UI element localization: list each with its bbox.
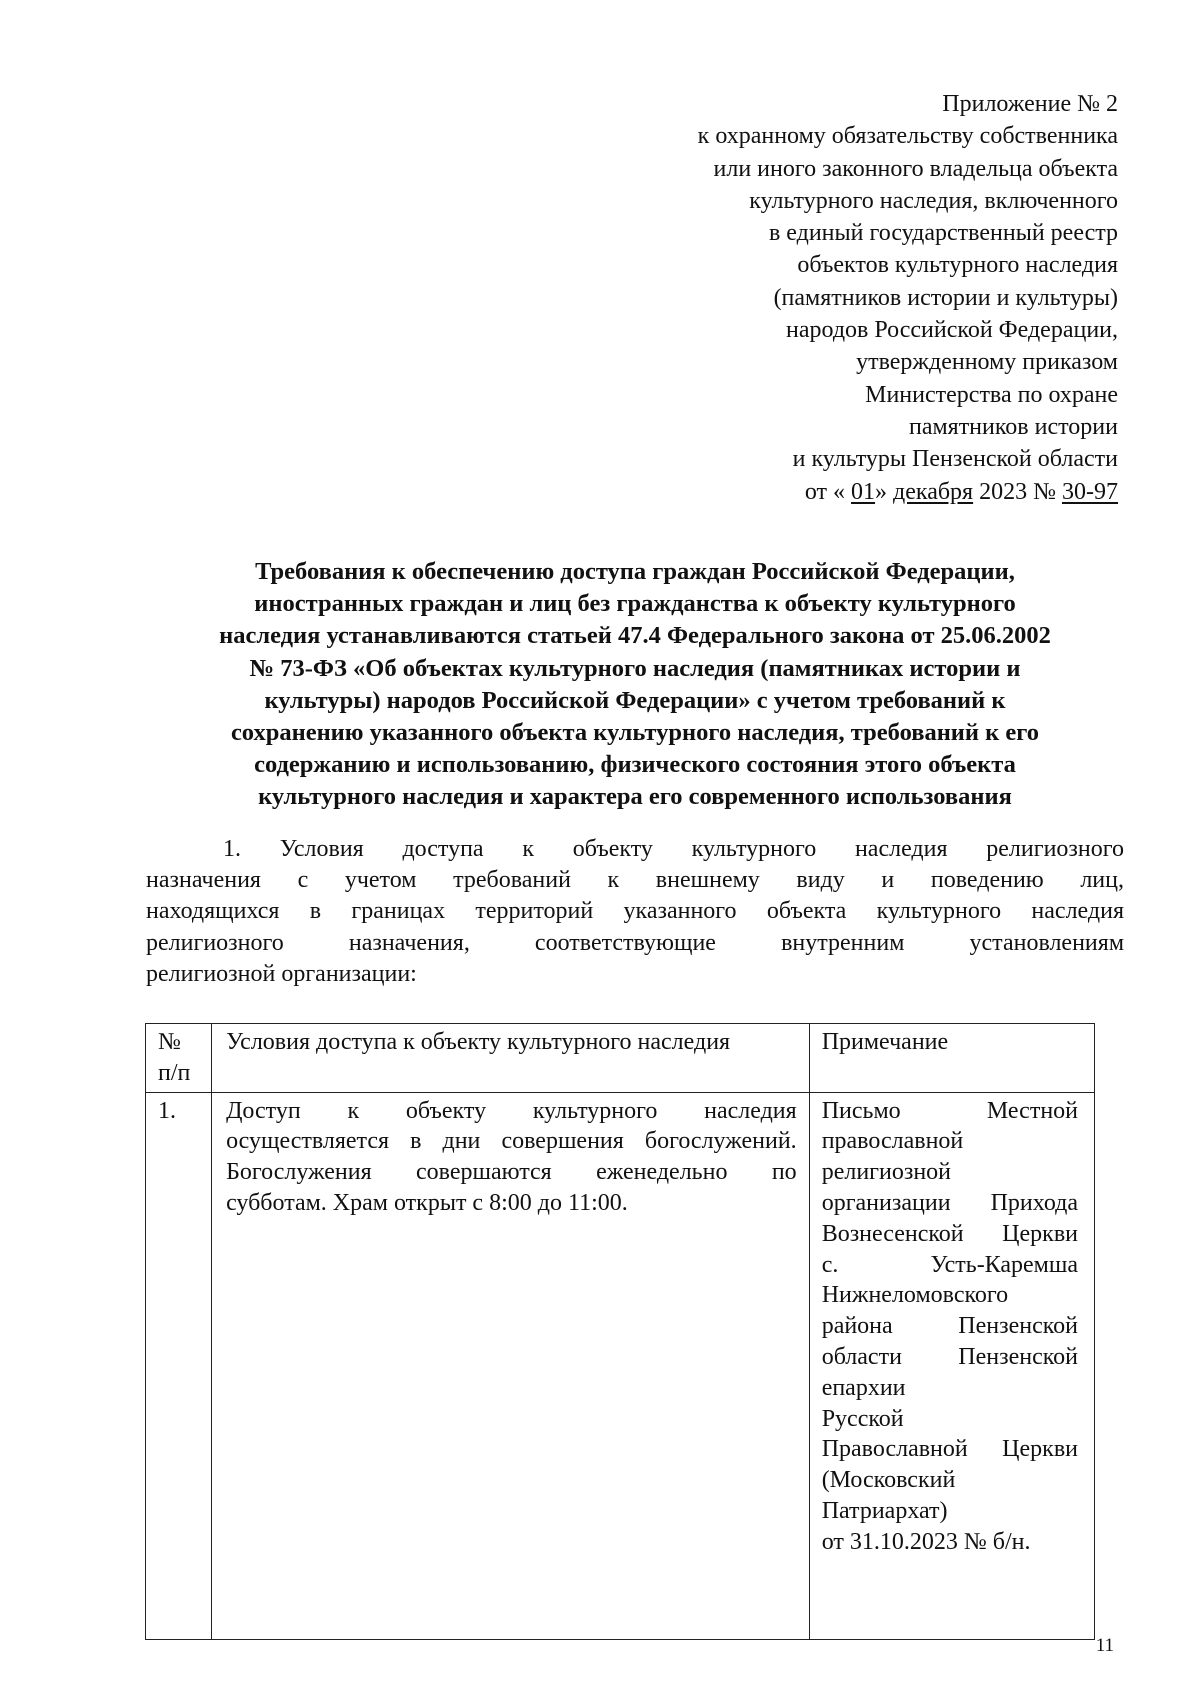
date-day: 01 [851,478,876,505]
header-num-abbr: п/п [158,1059,191,1086]
note-line: района Пензенской [821,1313,1078,1340]
note-line: православной [821,1128,964,1155]
conditions-line: Богослужения совершаются еженедельно по [226,1159,797,1186]
note-line: области Пензенской [821,1343,1078,1370]
date-mid: » [875,478,888,505]
note-line: с. Усть-Каремша [821,1251,1078,1278]
note-line: Русской [821,1405,904,1432]
note-line: Письмо Местной [821,1097,1078,1124]
header-conditions-label: Условия доступа к объекту культурного наследия [226,1029,731,1055]
title-line: содержанию и использованию, физического состояния этого объекта [254,751,1016,779]
row-number-cell [146,1092,212,1639]
header-note-label: Примечание [821,1029,949,1055]
appendix-line: в единый государственный реестр [768,220,1118,247]
header-cell-conditions [212,1024,810,1093]
access-conditions-table [145,1023,1095,1640]
order-number: 30-97 [1062,478,1118,505]
note-line: религиозной [821,1159,952,1186]
header-cell-note [809,1024,1094,1093]
note-line: Вознесенской Церкви [821,1220,1078,1247]
title-line: наследия устанавливаются статьей 47.4 Федерального закона от 25.06.2002 [219,622,1051,650]
appendix-line: Министерства по охране [865,381,1118,408]
appendix-line: объектов культурного наследия [797,252,1118,279]
appendix-line: Приложение № 2 [942,91,1118,117]
document-title [150,556,1120,814]
order-date-line [418,476,1118,508]
number-sign: № [1033,478,1056,505]
date-year: 2023 [979,478,1028,505]
conditions-line: субботам. Храм открыт с 8:00 до 11:00. [226,1189,628,1216]
title-line: культуры) народов Российской Федерации» с учетом требований к [264,686,1006,714]
paragraph-line: находящихся в границах территорий указанного объекта культурного наследия [146,898,1124,925]
table-row [146,1092,1095,1639]
title-line: иностранных граждан и лиц без гражданства к объекту культурного [254,590,1016,618]
appendix-header [418,88,1118,508]
title-line: Требования к обеспечению доступа граждан Российской Федерации, [255,558,1015,585]
table-header-row [146,1024,1095,1093]
title-line: сохранению указанного объекта культурного наследия, требований к его [230,719,1040,747]
row-number: 1. [158,1097,176,1124]
appendix-line: (памятников истории и культуры) [773,284,1118,311]
row-note-cell [809,1092,1094,1639]
date-prefix: от « [804,478,846,505]
note-line: Православной Церкви [821,1436,1078,1463]
note-line: от 31.10.2023 № б/н. [821,1528,1031,1555]
paragraph-line: религиозного назначения, соответствующие внутренним установлениям [146,929,1124,956]
row-conditions-cell [212,1092,810,1639]
date-month: декабря [893,478,974,505]
conditions-line: Доступ к объекту культурного наследия [226,1097,797,1124]
note-line: организации Прихода [821,1189,1078,1216]
note-line: епархии [821,1374,906,1401]
note-line: (Московский [821,1467,956,1494]
header-num-sign: № [158,1029,181,1055]
appendix-line: памятников истории [908,413,1118,440]
paragraph-line: назначения с учетом требований к внешнему виду и поведению лиц, [146,867,1124,894]
appendix-line: народов Российской Федерации, [786,317,1118,344]
appendix-line: к охранному обязательству собственника [697,123,1118,150]
appendix-line: утвержденному приказом [856,349,1118,376]
paragraph-line: 1. Условия доступа к объекту культурного наследия религиозного [223,836,1124,862]
appendix-line: культурного наследия, включенного [749,187,1118,214]
appendix-line: и культуры Пензенской области [792,446,1118,473]
page-number: 11 [1095,1635,1114,1656]
header-cell-number [146,1024,212,1093]
conditions-paragraph [146,834,1124,990]
title-line: № 73-ФЗ «Об объектах культурного наследия (памятниках истории и [249,654,1021,682]
note-line: Патриархат) [821,1497,948,1524]
title-line: культурного наследия и характера его современного использования [258,783,1012,811]
note-line: Нижнеломовского [821,1282,1009,1309]
conditions-line: осуществляется в дни совершения богослужений. [226,1128,797,1155]
paragraph-line: религиозной организации: [146,960,417,987]
appendix-line: или иного законного владельца объекта [713,155,1118,182]
